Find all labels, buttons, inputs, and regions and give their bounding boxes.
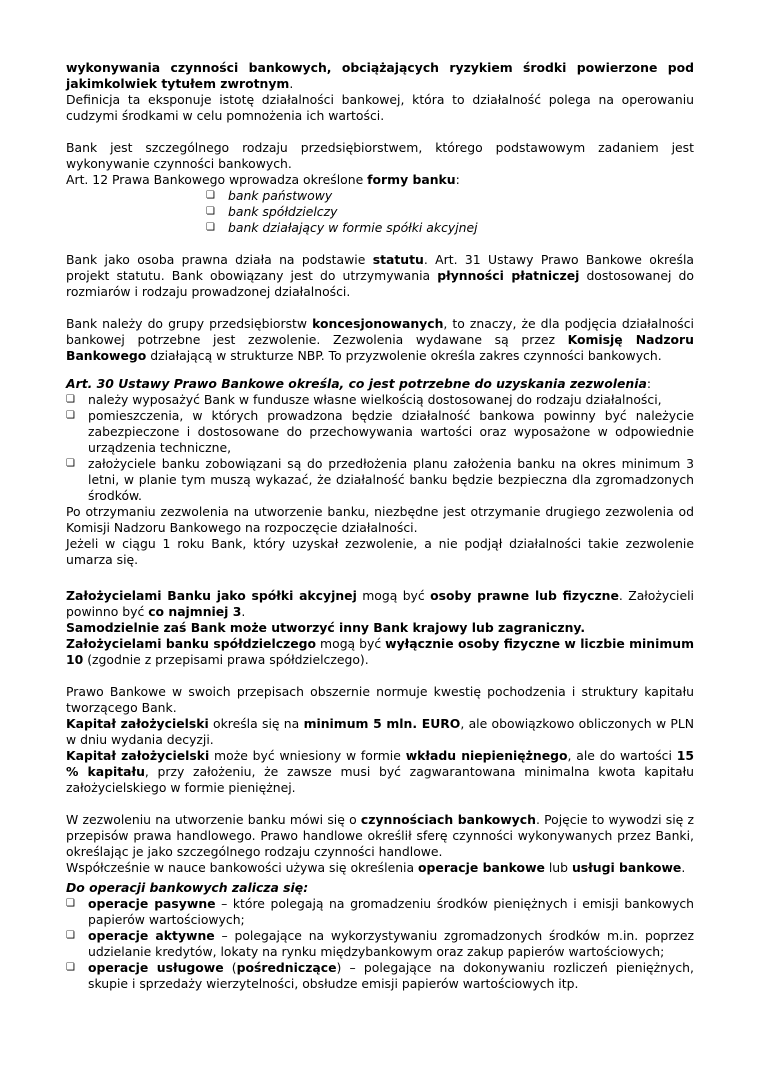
paragraph-capital: Prawo Bankowe w swoich przepisach obszernie normuje kwestię pochodzenia i struktury kapitału tworzącego Bank.: [66, 684, 694, 715]
bold-phrase: 15 % kapitału: [66, 748, 694, 779]
text-span: . Art. 31 Ustawy Prawo Bankowe określa projekt statutu. Bank obowiązany jest do utrzymywania: [66, 252, 694, 283]
heading-operations: [66, 880, 694, 896]
text-span: :: [646, 376, 652, 391]
bold-phrase: Założycielami banku spółdzielczego: [66, 636, 317, 651]
bold-phrase: Komisję Nadzoru Bankowego: [66, 332, 694, 363]
list-item: [66, 456, 694, 504]
text-span: mogą być: [356, 588, 431, 603]
checkbox-bullet-icon: [66, 456, 75, 472]
text-span: :: [455, 172, 460, 187]
text-span: .: [241, 604, 246, 619]
bold-phrase: Założycielami Banku jako spółki akcyjnej: [66, 588, 357, 603]
paragraph-founders: [66, 588, 694, 620]
list-item: [66, 392, 694, 408]
checkbox-bullet-icon: [66, 392, 75, 408]
bold-phrase: operacje aktywne: [88, 928, 215, 943]
text-span: Bank należy do grupy przedsiębiorstw: [66, 316, 313, 331]
paragraph-permit-expiry: Jeżeli w ciągu 1 roku Bank, który uzyskał zezwolenie, a nie podjął działalności takie zezwolenie umarza się.: [66, 536, 694, 567]
text-span: W zezwoleniu na utworzenie banku mówi się o: [66, 812, 361, 827]
bold-phrase: Kapitał założycielski: [66, 748, 210, 763]
text-span: określa się na: [208, 716, 304, 731]
list-item-text: bank spółdzielczy: [228, 204, 338, 219]
bold-phrase: operacje bankowe: [418, 860, 545, 875]
list-item-text: bank państwowy: [228, 188, 333, 203]
paragraph-definition-2: Definicja ta eksponuje istotę działalności bankowej, która to działalność polega na operowaniu cudzymi środkami w celu pomnożenia ich wartości.: [66, 92, 694, 123]
bold-phrase: operacje pasywne: [88, 896, 216, 911]
bold-phrase: Kapitał założycielski: [66, 716, 209, 731]
text-span: może być wniesiony w formie: [209, 748, 406, 763]
text-span: , ale obowiązkowo obliczonych w PLN w dniu wydania decyzji.: [66, 716, 695, 747]
text-span: .: [681, 860, 686, 875]
paragraph-definition: [66, 60, 694, 92]
paragraph-banking-operations: [66, 860, 694, 876]
list-item: [66, 896, 694, 928]
checkbox-bullet-icon: [206, 220, 215, 236]
text-span: , to znaczy, że dla podjęcia działalności bankowej potrzebne jest zezwolenie. Zezwolenia wydawane są przez: [66, 316, 694, 347]
text-span: .: [289, 76, 294, 91]
text-span: działającą w strukturze NBP. To przyzwolenie określa zakres czynności bankowych.: [146, 348, 662, 363]
text-span: dostosowanej do rozmiarów i rodzaju prowadzonej działalności.: [66, 268, 694, 299]
list-item-text: bank działający w formie spółki akcyjnej: [228, 220, 478, 235]
heading-art30: [66, 376, 694, 392]
text-span: (zgodnie z przepisami prawa spółdzielczego).: [83, 652, 369, 667]
bold-phrase: wyłącznie osoby fizyczne w liczbie minimum 10: [66, 636, 694, 667]
bold-phrase: minimum 5 mln. EURO: [303, 716, 461, 731]
checkbox-bullet-icon: [66, 928, 75, 944]
bold-phrase: płynności płatniczej: [437, 268, 580, 283]
list-item: [66, 960, 694, 992]
text-span: Art. 12 Prawa Bankowego wprowadza określone: [66, 172, 368, 187]
list-item-text: należy wyposażyć Bank w fundusze własne wielkością dostosowanej do rodzaju działalności,: [88, 392, 662, 407]
paragraph-founding-capital: [66, 716, 694, 748]
bold-phrase: czynnościach bankowych: [360, 812, 536, 827]
list-item-text: założyciele banku zobowiązani są do przedłożenia planu założenia banku na okres minimum 3 letni, w planie tym muszą wykazać, że działalność banku będzie bezpieczna dla zgromadzonych środków.: [88, 456, 694, 503]
operations-list: [66, 896, 694, 992]
bold-italic-heading: Art. 30 Ustawy Prawo Bankowe określa, co jest potrzebne do uzyskania zezwolenia: [66, 376, 647, 391]
paragraph-licensing: [66, 316, 694, 364]
bold-phrase: wkładu niepieniężnego: [405, 748, 568, 763]
list-item: [66, 928, 694, 960]
list-item-text: – polegające na wykorzystywaniu zgromadzonych środków m.in. poprzez udzielanie kredytów, lokaty na rynku międzybankowym oraz zakup papierów wartościowych;: [88, 928, 695, 959]
bold-phrase: formy banku: [367, 172, 456, 187]
list-item-text: ) – polegające na dokonywaniu rozliczeń pieniężnych, skupie i sprzedaży wierzytelności, obsłudze emisji papierów wartościowych itp.: [88, 960, 694, 991]
checkbox-bullet-icon: [206, 204, 215, 220]
bold-phrase: pośredniczące: [236, 960, 337, 975]
paragraph-bank-creates-bank: [66, 620, 694, 636]
paragraph-art12: [66, 172, 694, 188]
bank-forms-list: [66, 188, 694, 236]
list-item: [66, 220, 694, 236]
checkbox-bullet-icon: [206, 188, 215, 204]
document-page: [66, 60, 694, 992]
list-item: [66, 408, 694, 456]
paragraph-coop-founders: [66, 636, 694, 668]
text-span: Bank jako osoba prawna działa na podstawie: [66, 252, 373, 267]
list-item-text: – które polegają na gromadzeniu środków pieniężnych i emisji bankowych papierów wartościowych;: [88, 896, 694, 927]
bold-phrase: statutu: [372, 252, 424, 267]
list-item-text: pomieszczenia, w których prowadzona będzie działalność bankowa powinny być należycie zabezpieczone i dostosowane do przechowywania wartości oraz wyposażone w odpowiednie urządzenia techniczne,: [88, 408, 694, 455]
bold-italic-heading: Do operacji bankowych zalicza się:: [66, 880, 309, 895]
paragraph-enterprise: Bank jest szczególnego rodzaju przedsiębiorstwem, którego podstawowym zadaniem jest wykonywanie czynności bankowych.: [66, 140, 694, 171]
list-item: [66, 204, 694, 220]
checkbox-bullet-icon: [66, 960, 75, 976]
paragraph-noncash-contribution: [66, 748, 694, 796]
permit-requirements-list: [66, 392, 694, 504]
bold-phrase: wykonywania czynności bankowych, obciążających ryzykiem środki powierzone pod jakimkolwiek tytułem zwrotnym: [66, 60, 694, 91]
text-span: . Pojęcie to wywodzi się z przepisów prawa handlowego. Prawo handlowe określił sferę czynności wykonywanych przez Banki, określając je jako szczególnego rodzaju czynności handlowe.: [66, 812, 694, 859]
bold-phrase: operacje usługowe: [88, 960, 224, 975]
text-span: , przy założeniu, że zawsze musi być zagwarantowana minimalna kwota kapitału założycielskiego w formie pieniężnej.: [66, 764, 694, 795]
text-span: Współcześnie w nauce bankowości używa się określenia: [66, 860, 419, 875]
bold-phrase: koncesjonowanych: [312, 316, 444, 331]
text-span: , ale do wartości: [567, 748, 677, 763]
list-item: [66, 188, 694, 204]
text-span: (: [223, 960, 237, 975]
text-span: lub: [544, 860, 572, 875]
bold-phrase: Samodzielnie zaś Bank może utworzyć inny Bank krajowy lub zagraniczny.: [66, 620, 586, 635]
paragraph-second-permit: Po otrzymaniu zezwolenia na utworzenie banku, niezbędne jest otrzymanie drugiego zezwolenia od Komisji Nadzoru Bankowego na rozpoczęcie działalności.: [66, 504, 694, 535]
checkbox-bullet-icon: [66, 896, 75, 912]
bold-phrase: co najmniej 3: [148, 604, 242, 619]
checkbox-bullet-icon: [66, 408, 75, 424]
bold-phrase: osoby prawne lub fizyczne: [430, 588, 619, 603]
paragraph-statute: [66, 252, 694, 300]
text-span: mogą być: [316, 636, 386, 651]
paragraph-banking-activities: [66, 812, 694, 860]
bold-phrase: usługi bankowe: [571, 860, 682, 875]
text-span: . Założycieli powinno być: [66, 588, 694, 619]
